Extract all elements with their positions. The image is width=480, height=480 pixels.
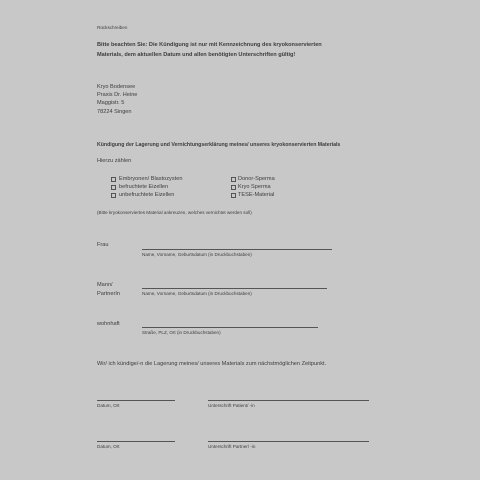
notice-line-2: Materials, dem aktuellen Datum und allen benötigten Unterschriften gültig!: [97, 52, 296, 58]
mann-caption: Name, Vorname, Geburtsdatum (in Druckbuchstaben): [142, 291, 252, 296]
signature-partner-label: Unterschrift Partner/ -in: [208, 444, 256, 449]
date-place-label-2: Datum, Ort: [97, 444, 120, 449]
frau-caption: Name, Vorname, Geburtsdatum (in Druckbuchstaben): [142, 252, 252, 257]
notice-line-1: Bitte beachten Sie: Die Kündigung ist nur mit Kennzeichnung des kryokonservierten: [97, 42, 322, 48]
option-label-unbefruchtete-eizellen: unbefruchtete Eizellen: [119, 192, 175, 198]
checkbox-befruchtete-eizellen[interactable]: [111, 185, 116, 190]
date-place-line-2[interactable]: [97, 441, 175, 442]
options-note: (Bitte kryokonserviertes Material ankreuzen, welches vernichtet werden soll): [97, 210, 252, 215]
mann-input-line[interactable]: [142, 288, 327, 289]
option-label-donor-sperma: Donor-Sperma: [238, 176, 275, 182]
option-label-tese-material: TESE-Material: [238, 192, 275, 198]
signature-patient-line[interactable]: [208, 400, 369, 401]
intro-text: Hierzu zählen: [97, 158, 132, 164]
wohnhaft-label: wohnhaft: [97, 321, 120, 327]
option-label-embryonen: Embryonen/ Blastozysten: [119, 176, 183, 182]
frau-label: Frau: [97, 242, 109, 248]
address-line-1: Kryo Bodensee: [97, 84, 136, 90]
address-line-4: 78224 Singen: [97, 109, 132, 115]
subject-heading: Kündigung der Lagerung und Vernichtungserklärung meines/ unseres kryokonservierten Materials: [97, 142, 341, 148]
option-label-befruchtete-eizellen: befruchtete Eizellen: [119, 184, 169, 190]
date-place-line-1[interactable]: [97, 400, 175, 401]
checkbox-embryonen[interactable]: [111, 177, 116, 182]
wohnhaft-caption: Straße, PLZ, Ort (in Druckbuchstaben): [142, 330, 221, 335]
date-place-label-1: Datum, Ort: [97, 403, 120, 408]
address-line-2: Praxis Dr. Heine: [97, 92, 138, 98]
signature-patient-label: Unterschrift Patient/ -in: [208, 403, 255, 408]
checkbox-unbefruchtete-eizellen[interactable]: [111, 193, 116, 198]
checkbox-kryo-sperma[interactable]: [231, 185, 236, 190]
checkbox-tese-material[interactable]: [231, 193, 236, 198]
wohnhaft-input-line[interactable]: [142, 327, 318, 328]
partnerin-label: PartnerIn: [97, 291, 121, 297]
frau-input-line[interactable]: [142, 249, 332, 250]
address-line-3: Maggistr. 5: [97, 100, 125, 106]
cancellation-statement: Wir/ ich kündige/-n die Lagerung meines/ unseres Materials zum nächstmöglichen Zeitpunkt.: [97, 361, 327, 367]
document-tag: Rückschreiben: [97, 25, 128, 30]
option-label-kryo-sperma: Kryo Sperma: [238, 184, 271, 190]
checkbox-donor-sperma[interactable]: [231, 177, 236, 182]
signature-partner-line[interactable]: [208, 441, 369, 442]
mann-label: Mann/: [97, 282, 113, 288]
